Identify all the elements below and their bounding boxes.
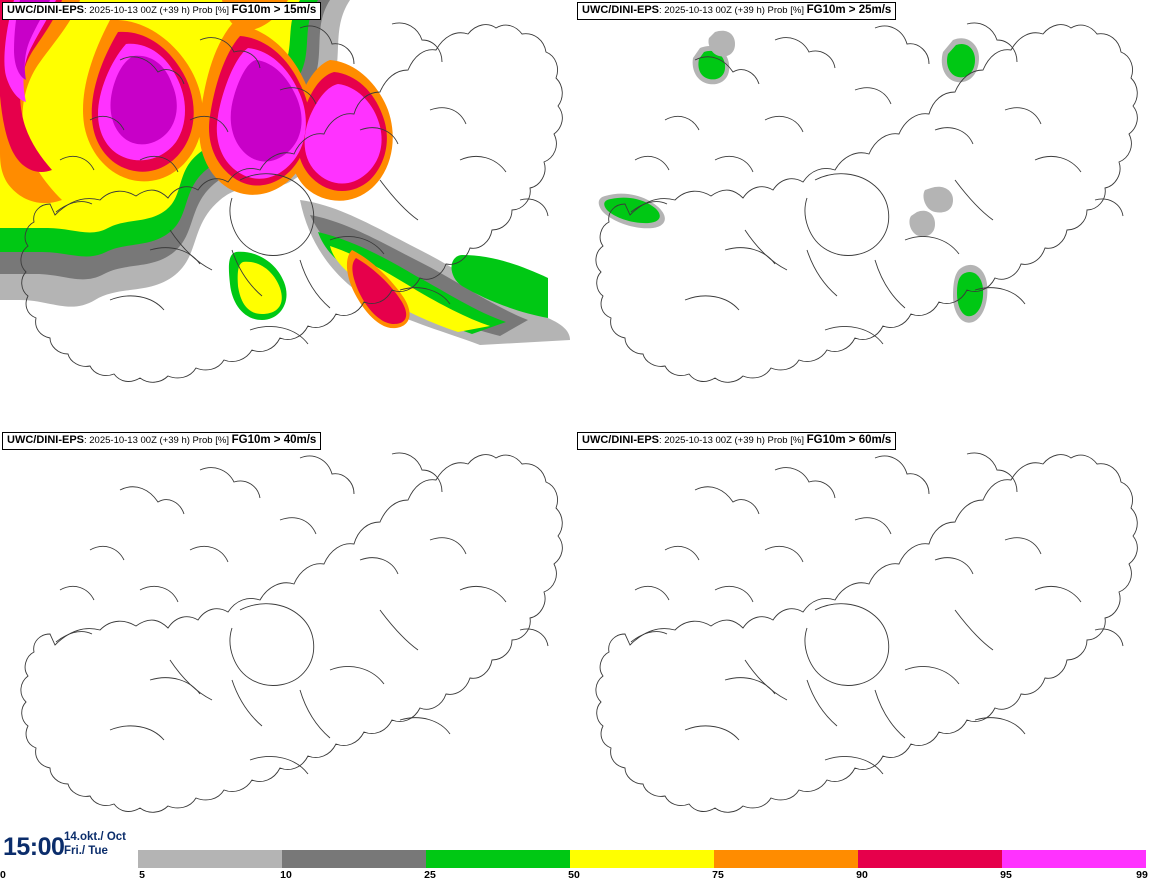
panel-meta-fg60: : 2025-10-13 00Z (+39 h) Prob [%]: [659, 435, 807, 446]
colorbar-tick-75: 75: [712, 869, 724, 881]
colorbar-tick-5: 5: [139, 869, 145, 881]
panel-meta-fg25: : 2025-10-13 00Z (+39 h) Prob [%]: [659, 5, 807, 16]
panel-threshold-fg25: FG10m > 25m/s: [806, 4, 892, 16]
map-panel-fg15[interactable]: [0, 0, 575, 430]
valid-time-box: [0, 825, 138, 865]
colorbar-segment-25: [426, 850, 570, 868]
colorbar-tick-50: 50: [568, 869, 580, 881]
panel-model-fg40: UWC/DINI-EPS: [7, 434, 84, 446]
panel-label-fg15: [2, 2, 321, 20]
valid-date: 14.okt./ Oct: [64, 831, 126, 843]
panel-meta-fg15: : 2025-10-13 00Z (+39 h) Prob [%]: [84, 5, 232, 16]
panel-label-fg60: [577, 432, 896, 450]
colorbar-tick-99: 99: [1136, 869, 1148, 881]
colorbar-tick-10: 10: [280, 869, 292, 881]
valid-weekday: Fri./ Tue: [64, 845, 108, 857]
panel-meta-fg40: : 2025-10-13 00Z (+39 h) Prob [%]: [84, 435, 232, 446]
map-canvas-fg60: [575, 430, 1150, 860]
panel-label-fg40: [2, 432, 321, 450]
colorbar-tick-90: 90: [856, 869, 868, 881]
panel-model-fg15: UWC/DINI-EPS: [7, 4, 84, 16]
colorbar-gradient: [138, 850, 1146, 868]
colorbar-segment-90: [858, 850, 1002, 868]
valid-date-block: [64, 830, 126, 858]
panel-model-fg60: UWC/DINI-EPS: [582, 434, 659, 446]
colorbar-segment-5: [138, 850, 282, 868]
map-panel-fg60[interactable]: [575, 430, 1150, 860]
colorbar-tick-25: 25: [424, 869, 436, 881]
colorbar-tick-0: 0: [0, 869, 6, 881]
map-canvas-fg15: [0, 0, 575, 430]
panel-threshold-fg60: FG10m > 60m/s: [806, 434, 892, 446]
panel-model-fg25: UWC/DINI-EPS: [582, 4, 659, 16]
map-canvas-fg25: [575, 0, 1150, 430]
colorbar-segment-95: [1002, 850, 1146, 868]
colorbar-segment-50: [570, 850, 714, 868]
colorbar-segment-75: [714, 850, 858, 868]
colorbar-segment-10: [282, 850, 426, 868]
panel-threshold-fg15: FG10m > 15m/s: [231, 4, 317, 16]
colorbar-legend: [138, 850, 1148, 881]
panel-threshold-fg40: FG10m > 40m/s: [231, 434, 317, 446]
colorbar-tick-95: 95: [1000, 869, 1012, 881]
map-canvas-fg40: [0, 430, 575, 860]
valid-time: 15:00: [3, 833, 65, 861]
colorbar-ticks: [138, 869, 1146, 885]
map-panel-fg40[interactable]: [0, 430, 575, 860]
panel-label-fg25: [577, 2, 896, 20]
footer-bar: [0, 825, 1150, 891]
map-panel-fg25[interactable]: [575, 0, 1150, 430]
